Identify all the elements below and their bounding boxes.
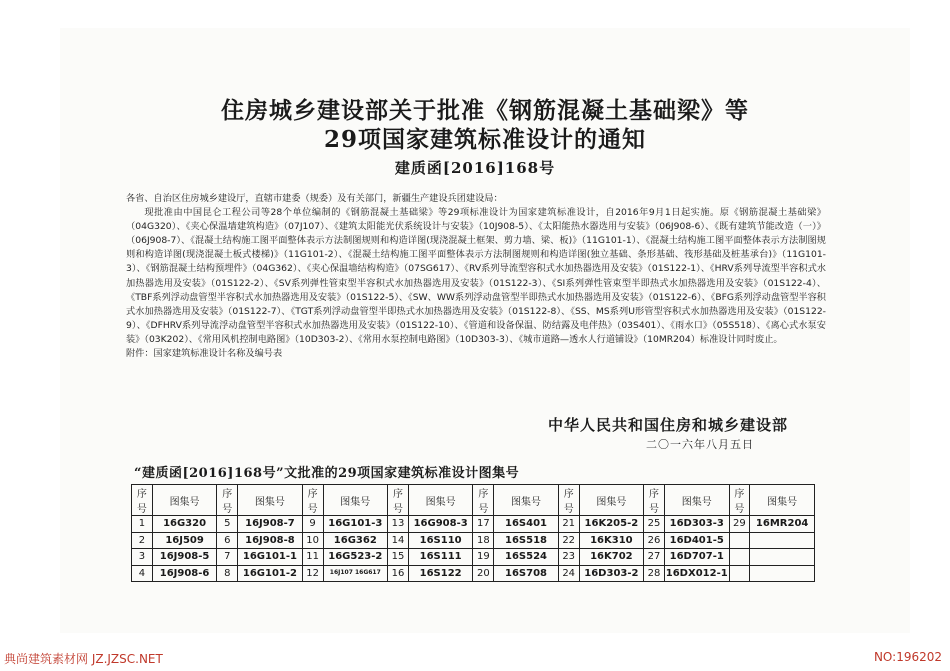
header-code: 图集号 <box>323 485 388 516</box>
issue-date: 二〇一六年八月五日 <box>646 438 754 451</box>
row-number: 5 <box>217 516 238 533</box>
row-number: 24 <box>558 565 579 582</box>
atlas-code: 16MR204 <box>750 516 815 533</box>
atlas-code: 16G101-2 <box>238 565 303 582</box>
atlas-code: 16S110 <box>408 532 473 549</box>
addressee-line: 各省、自治区住房城乡建设厅，直辖市建委（规委）及有关部门，新疆生产建设兵团建设局： <box>126 193 503 204</box>
row-number: 15 <box>388 549 409 566</box>
issuing-authority: 中华人民共和国住房和城乡建设部 <box>547 416 788 434</box>
atlas-code: 16D401-5 <box>664 532 729 549</box>
notice-body <box>126 192 826 361</box>
attachment-line: 附件：国家建筑标准设计名称及编号表 <box>126 348 283 360</box>
atlas-code: 16G523-2 <box>323 549 388 566</box>
atlas-code: 16D303-2 <box>579 565 644 582</box>
header-code: 图集号 <box>664 485 729 516</box>
table-row <box>132 565 815 582</box>
header-code: 图集号 <box>408 485 473 516</box>
row-number <box>729 565 750 582</box>
atlas-code: 16K310 <box>579 532 644 549</box>
row-number: 3 <box>132 549 153 566</box>
table-header-row <box>132 485 815 516</box>
row-number: 9 <box>302 516 323 533</box>
row-number: 11 <box>302 549 323 566</box>
atlas-code <box>750 565 815 582</box>
header-code: 图集号 <box>750 485 815 516</box>
atlas-code: 16D707-1 <box>664 549 729 566</box>
row-number: 26 <box>644 532 665 549</box>
atlas-code: 16J107 16G617 <box>323 565 388 582</box>
atlas-number-table <box>131 484 815 582</box>
atlas-code: 16D303-3 <box>664 516 729 533</box>
row-number: 27 <box>644 549 665 566</box>
atlas-code: 16G320 <box>152 516 217 533</box>
atlas-code: 16K205-2 <box>579 516 644 533</box>
atlas-code: 16K702 <box>579 549 644 566</box>
notice-paragraph: 现批准由中国昆仑工程公司等28个单位编制的《钢筋混凝土基础梁》等29项标准设计为国家建筑标准设计，自2016年9月1日起实施。原《钢筋混凝土基础梁》（04G320）、《夹心保温墙建筑构造》（07J107）、《建筑太阳能光伏系统设计与安装》（10J908-5）、《太阳能热水器选用与安装》（06J908-6）、《既有建筑节能改造（一）》（06J908-7）、《混凝土结构施工图平面整体表示方法制图规则和构造详图(现浇混凝土框架、剪力墙、梁、板)》（11G101-1）、《混凝土结构施工图平面整体表示方法制图规则和构造详图(现浇混凝土板式楼梯)》（11G101-2）、《混凝土结构施工图平面整体表示方法制图规则和构造详图(独立基础、条形基础、筏形基础及桩基承台)》（11G101-3）、《钢筋混凝土结构预埋件》（04G362）、《夹心保温墙结构构造》（07SG617）、《RV系列导流型容积式水加热器选用及安装》（01S122-1）、《HRV系列导流型半容积式水加热器选用及安装》（01S122-2）、《SV系列弹性管束型半容积式水加热器选用及安装》（01S122-3）、《SI系列弹性管束型半即热式水加热器选用及安装》（01S122-4）、《TBF系列浮动盘管型半容积式水加热器选用及安装》（01S122-5）、《SW、WW系列浮动盘管型半即热式水加热器选用及安装》（01S122-6）、《BFG系列浮动盘管型半容积式水加热器选用及安装》（01S122-7）、《TGT系列浮动盘管型半即热式水加热器选用及安装》（01S122-8）、《SS、MS系列U形管型容积式水加热器选用及安装》（01S122-9）、《DFHRV系列导流浮动盘管型半容积式水加热器选用及安装》（01S122-10）、《管道和设备保温、防结露及电伴热》（03S401）、《雨水口》（05S518）、《离心式水泵安装》（03K202）、《常用风机控制电路图》（10D303-2）、《常用水泵控制电路图》（10D303-3）、《城市道路—透水人行道铺设》（10MR204）标准设计同时废止。 <box>126 207 826 345</box>
atlas-code: 16S708 <box>494 565 559 582</box>
atlas-code: 16J908-7 <box>238 516 303 533</box>
atlas-code: 16J908-5 <box>152 549 217 566</box>
row-number: 16 <box>388 565 409 582</box>
table-row <box>132 549 815 566</box>
notice-title-line1: 住房城乡建设部关于批准《钢筋混凝土基础梁》等 <box>221 97 749 124</box>
document-number: 建质函[2016]168号 <box>394 159 556 177</box>
row-number: 28 <box>644 565 665 582</box>
header-no: 序号 <box>644 485 665 516</box>
row-number: 23 <box>558 549 579 566</box>
row-number: 4 <box>132 565 153 582</box>
row-number: 1 <box>132 516 153 533</box>
row-number: 25 <box>644 516 665 533</box>
atlas-code: 16J509 <box>152 532 217 549</box>
header-no: 序号 <box>388 485 409 516</box>
atlas-code: 16J908-6 <box>152 565 217 582</box>
header-no: 序号 <box>302 485 323 516</box>
row-number: 14 <box>388 532 409 549</box>
atlas-code: 16S401 <box>494 516 559 533</box>
row-number: 10 <box>302 532 323 549</box>
atlas-code: 16G908-3 <box>408 516 473 533</box>
row-number: 8 <box>217 565 238 582</box>
atlas-code: 16G101-3 <box>323 516 388 533</box>
header-no: 序号 <box>473 485 494 516</box>
watermark-number: NO:196202 <box>873 650 942 664</box>
header-no: 序号 <box>132 485 153 516</box>
row-number <box>729 532 750 549</box>
atlas-code: 16S518 <box>494 532 559 549</box>
row-number: 2 <box>132 532 153 549</box>
atlas-code: 16S111 <box>408 549 473 566</box>
row-number: 29 <box>729 516 750 533</box>
header-no: 序号 <box>558 485 579 516</box>
header-code: 图集号 <box>579 485 644 516</box>
atlas-code: 16S524 <box>494 549 559 566</box>
atlas-code: 16G101-1 <box>238 549 303 566</box>
header-no: 序号 <box>217 485 238 516</box>
row-number: 19 <box>473 549 494 566</box>
header-code: 图集号 <box>238 485 303 516</box>
table-row <box>132 516 815 533</box>
header-code: 图集号 <box>494 485 559 516</box>
row-number: 7 <box>217 549 238 566</box>
row-number: 12 <box>302 565 323 582</box>
row-number: 13 <box>388 516 409 533</box>
atlas-code: 16S122 <box>408 565 473 582</box>
notice-title-line2: 29项国家建筑标准设计的通知 <box>323 126 646 153</box>
row-number: 21 <box>558 516 579 533</box>
row-number: 6 <box>217 532 238 549</box>
atlas-code: 16G362 <box>323 532 388 549</box>
header-code: 图集号 <box>152 485 217 516</box>
atlas-table-title: “建质函[2016]168号”文批准的29项国家建筑标准设计图集号 <box>134 466 520 481</box>
table-row <box>132 532 815 549</box>
watermark-site: 典尚建筑素材网 JZ.JZSC.NET <box>4 652 163 666</box>
atlas-code <box>750 532 815 549</box>
atlas-code: 16J908-8 <box>238 532 303 549</box>
row-number: 22 <box>558 532 579 549</box>
row-number: 17 <box>473 516 494 533</box>
header-no: 序号 <box>729 485 750 516</box>
row-number: 18 <box>473 532 494 549</box>
atlas-code: 16DX012-1 <box>664 565 729 582</box>
atlas-code <box>750 549 815 566</box>
row-number <box>729 549 750 566</box>
row-number: 20 <box>473 565 494 582</box>
